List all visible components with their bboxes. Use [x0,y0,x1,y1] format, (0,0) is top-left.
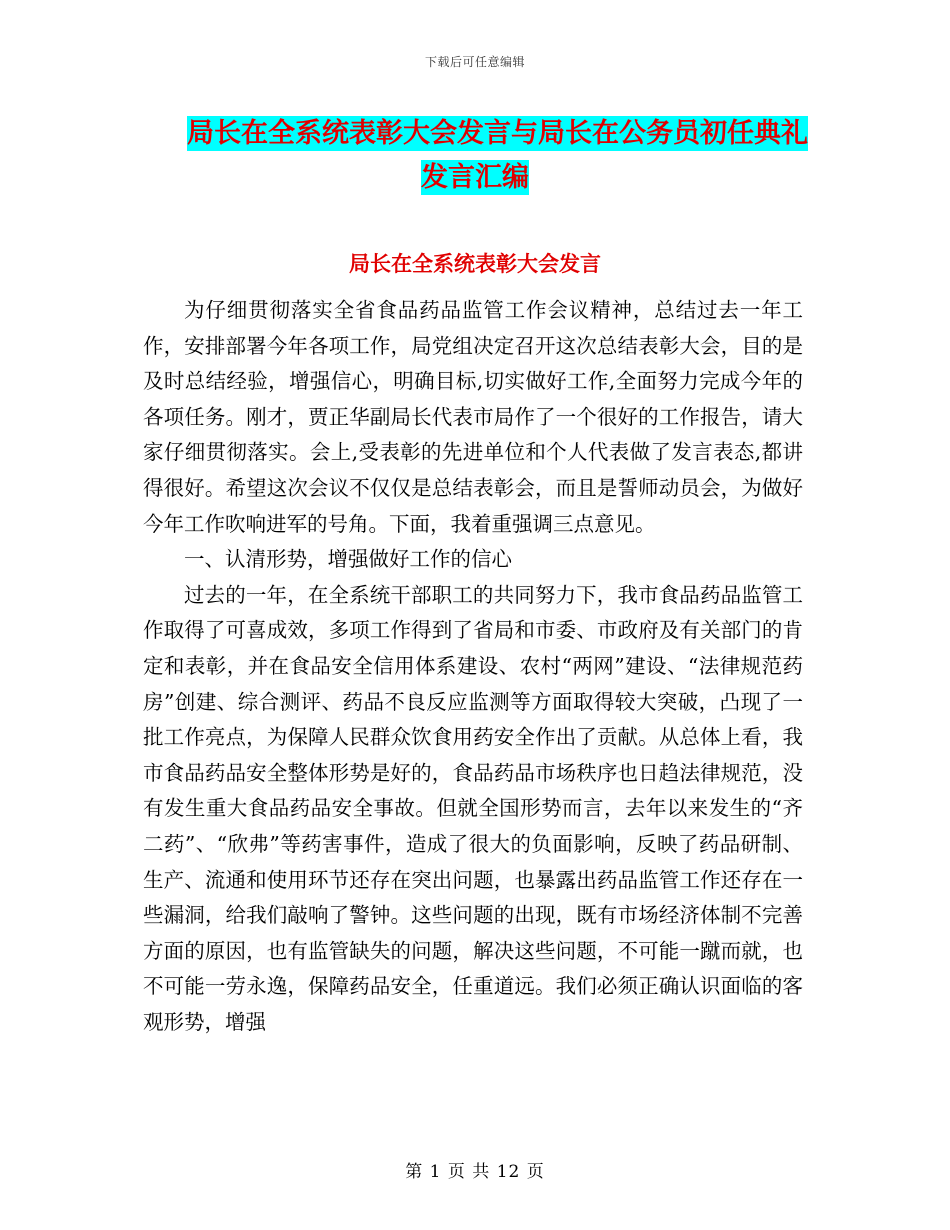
section-title: 局长在全系统表彰大会发言 [349,252,601,276]
title-line-2: 发言汇编 [421,162,529,193]
paragraph: 为仔细贯彻落实全省食品药品监管工作会议精神，总结过去一年工作，安排部署今年各项工作，局党组决定召开这次总结表彰大会，目的是及时总结经验，增强信心，明确目标,切实做好工作,全面努力完成今年的各项任务。刚才，贾正华副局长代表市局作了一个很好的工作报告，请大家仔细贯彻落实。会上,受表彰的先进单位和个人代表做了发言表态,都讲得很好。希望这次会议不仅仅是总结表彰会，而且是誓师动员会，为做好今年工作吹响进军的号角。下面，我着重强调三点意见。 [143,298,803,536]
paragraph-heading: 一、认清形势，增强做好工作的信心 [184,547,512,572]
paragraph: 过去的一年，在全系统干部职工的共同努力下，我市食品药品监管工作取得了可喜成效，多项工作得到了省局和市委、市政府及有关部门的肯定和表彰，并在食品安全信用体系建设、农村“两网”建设、“法律规范药房”创建、综合测评、药品不良反应监测等方面取得较大突破，凸现了一批工作亮点，为保障人民群众饮食用药安全作出了贡献。从总体上看，我市食品药品安全整体形势是好的，食品药品市场秩序也日趋法律规范，没有发生重大食品药品安全事故。但就全国形势而言，去年以来发生的“齐二药”、“欣弗”等药害事件，造成了很大的负面影响，反映了药品研制、生产、流通和使用环节还存在突出问题，也暴露出药品监管工作还存在一些漏洞，给我们敲响了警钟。这些问题的出现，既有市场经济体制不完善方面的原因，也有监管缺失的问题，解决这些问题，不可能一蹴而就，也不可能一劳永逸，保障药品安全，任重道远。我们必须正确认识面临的客观形势，增强 [143,582,803,1034]
body-text [143,293,803,1040]
document-title [0,112,950,200]
header-note: 下载后可任意编辑 [424,55,525,69]
page-footer: 第 1 页 共 12 页 [405,1162,545,1182]
title-line-1: 局长在全系统表彰大会发言与局长在公务员初任典礼 [187,118,808,149]
